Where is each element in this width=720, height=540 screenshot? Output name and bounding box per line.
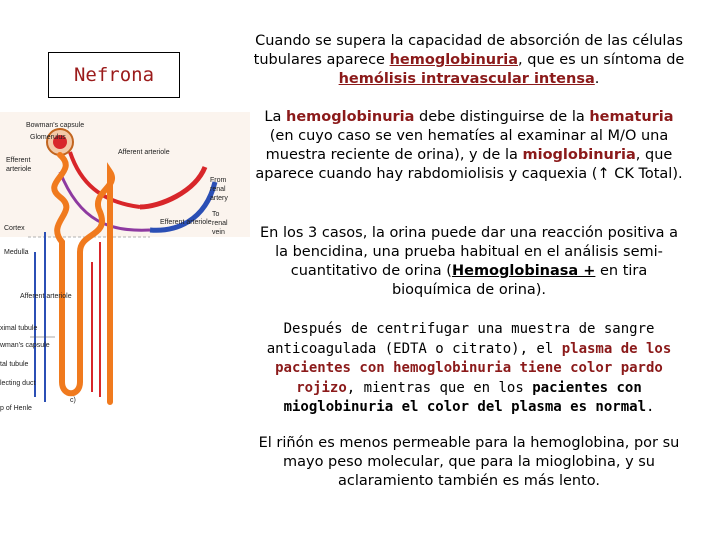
label-arteriole: arteriole <box>6 166 32 173</box>
label-glomerulus: Glomerulus <box>30 134 66 141</box>
label-renal: renal <box>210 186 226 193</box>
p3-hemoglobinasa: Hemoglobinasa + <box>451 263 596 279</box>
paragraph-3 <box>252 224 686 300</box>
vasa-recta <box>35 232 45 402</box>
label-renal2: renal <box>212 220 228 227</box>
p2-text-a: La <box>264 109 286 125</box>
paragraph-5 <box>252 434 686 491</box>
p2-hematuria: hematuria <box>589 109 674 125</box>
label-bowmans-capsule: Bowman's capsule <box>26 122 85 129</box>
nephron-illustration <box>0 112 250 432</box>
p4-plasma-mioglobinuria: pacientes con mioglobinuria el color del plasma es normal <box>283 379 646 415</box>
p3-text-c: en tira bioquímica de orina). <box>391 263 648 298</box>
label-afferent-arteriole-top: Afferent arteriole <box>118 149 170 156</box>
nephron-diagram <box>0 112 250 432</box>
label-bowmans-capsule-2: wman's capsule <box>0 342 50 349</box>
label-distal-tubule: tal tubule <box>0 361 29 368</box>
p4-text-a: Después de centrifugar una muestra de sangre anticoagulada (EDTA o citrato), el <box>266 321 655 357</box>
label-proximal-tubule: ximal tubule <box>0 325 38 332</box>
p2-mioglobinuria: mioglobinuria <box>522 147 636 163</box>
p1-text-e: . <box>594 71 600 87</box>
paragraph-2 <box>252 108 686 184</box>
label-afferent-arteriole: Afferent arteriole <box>20 293 72 300</box>
paragraph-4 <box>252 320 686 418</box>
cortex-region <box>0 112 250 237</box>
paragraph-1 <box>252 32 686 89</box>
label-cortex: Cortex <box>4 225 25 232</box>
p2-text-g: , que aparece cuando hay rabdomiolisis y caquexia (↑ CK Total). <box>255 147 683 182</box>
p1-hemoglobinuria: hemoglobinuria <box>389 52 519 68</box>
label-efferent: Efferent <box>6 157 31 164</box>
p4-plasma-hemoglobinuria: plasma de los pacientes con hemoglobinuria tiene color pardo rojizo <box>275 340 672 396</box>
label-artery: artery <box>210 195 228 202</box>
label-to: To <box>212 211 220 218</box>
p1-text-c: , que es un síntoma de <box>518 52 685 68</box>
label-loop-henle: p of Henle <box>0 405 32 412</box>
label-medulla: Medulla <box>4 249 29 256</box>
slide-title: Nefrona <box>73 64 155 86</box>
p1-hemolisis: hemólisis intravascular intensa <box>338 71 595 87</box>
p2-text-c: debe distinguirse de la <box>414 109 590 125</box>
vasa-recta-arterial <box>92 242 100 397</box>
p5-text-a: El riñón es menos permeable para la hemoglobina, por su mayo peso molecular, que para la mioglobina, y su aclaramiento también es más lento. <box>258 435 680 489</box>
p4-text-c: , mientras que en los <box>346 379 533 396</box>
label-collecting-duct: lecting duct <box>0 380 36 387</box>
label-panel-letter: c) <box>70 397 76 404</box>
p1-text-a: Cuando se supera la capacidad de absorción de las células tubulares aparece <box>253 33 683 68</box>
p4-text-e: . <box>646 399 655 415</box>
label-from: From <box>210 177 227 184</box>
title-box <box>48 52 180 98</box>
p3-text-a: En los 3 casos, la orina puede dar una reacción positiva a la bencidina, una prueba habitual en el análisis semi-cuantitativo de orina ( <box>260 225 678 279</box>
p2-hemoglobinuria: hemoglobinuria <box>286 109 415 125</box>
label-vein: vein <box>212 229 225 236</box>
label-efferent-arteriole: Efferent arteriole <box>160 219 212 226</box>
p2-text-e: (en cuyo caso se ven hematíes al examinar al M/O una muestra reciente de orina), y de la <box>265 128 669 163</box>
